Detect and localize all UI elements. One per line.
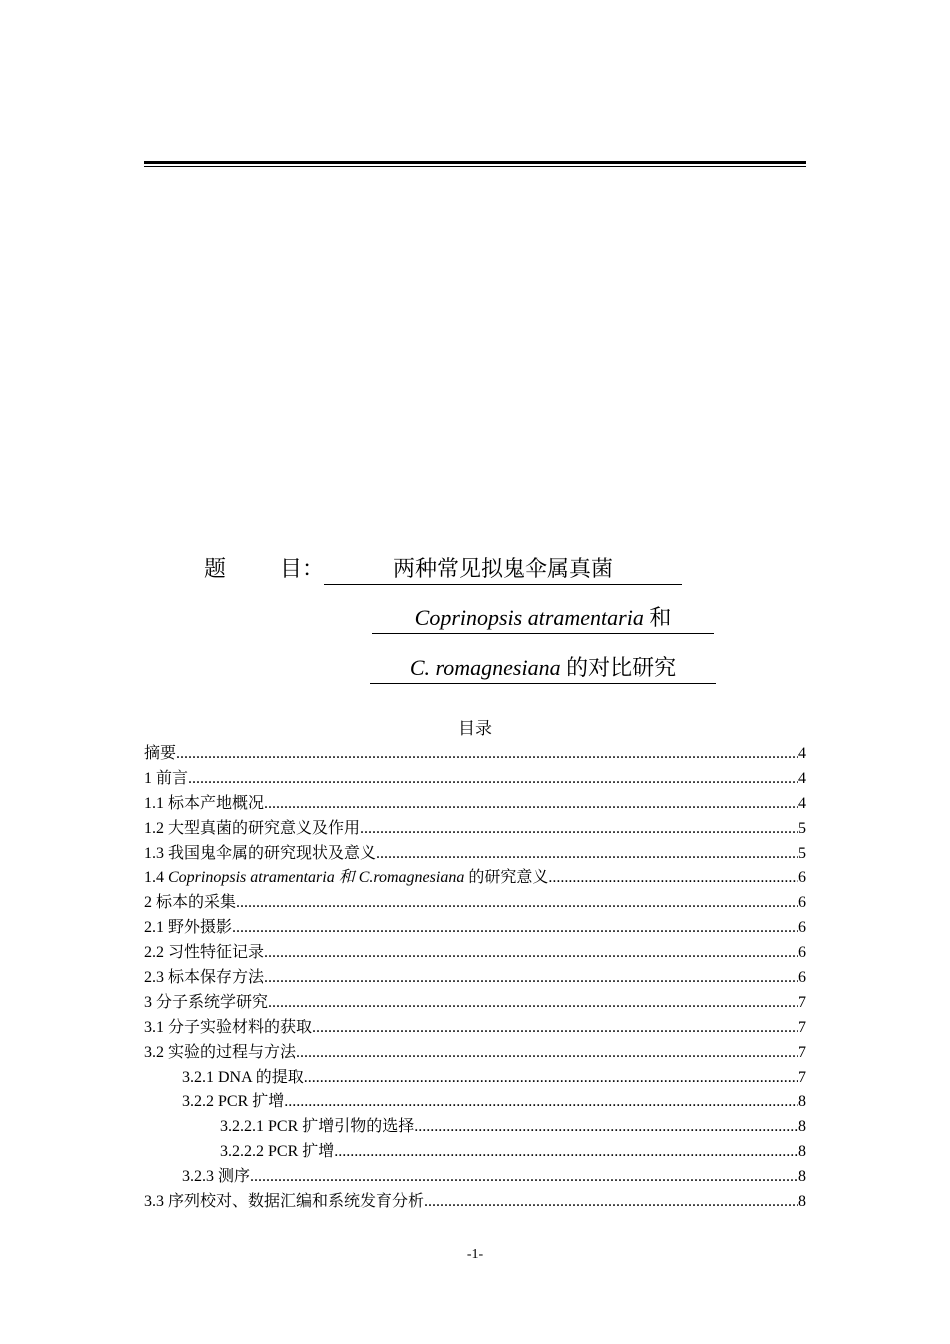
toc-entry[interactable]: 3.2.2.2 PCR 扩增 ..... 8 (144, 1140, 806, 1165)
toc-entry[interactable]: 2.2 习性特征记录 ..... 6 (144, 941, 806, 966)
toc-entry[interactable]: 1.2 大型真菌的研究意义及作用 ..... 5 (144, 817, 806, 842)
species-name-2: C. romagnesiana (409, 655, 561, 680)
toc-entry[interactable]: 3.2.2.1 PCR 扩增引物的选择 ..... 8 (144, 1115, 806, 1140)
toc-entry[interactable]: 1.1 标本产地概况 ..... 4 (144, 792, 806, 817)
toc-entry[interactable]: 3.2 实验的过程与方法 ..... 7 (144, 1041, 806, 1066)
species-name-1: Coprinopsis atramentaria (414, 605, 644, 630)
toc-entry[interactable]: 摘要 ..... 4 (144, 742, 806, 767)
toc-entry[interactable]: 2.1 野外摄影 ..... 6 (144, 916, 806, 941)
title-line-3: C. romagnesiana 的对比研究 (370, 654, 716, 684)
toc-entry[interactable]: 2 标本的采集 ..... 6 (144, 891, 806, 916)
toc-entry[interactable]: 3.2.2 PCR 扩增 ..... 8 (144, 1090, 806, 1115)
header-rule-thin (144, 166, 806, 167)
toc-entry[interactable]: 2.3 标本保存方法 ..... 6 (144, 966, 806, 991)
title-line-2: Coprinopsis atramentaria 和 (372, 604, 714, 634)
header-rule-thick (144, 161, 806, 164)
toc-entry[interactable]: 3.2.1 DNA 的提取 ..... 7 (144, 1066, 806, 1091)
toc-entry[interactable]: 3 分子系统学研究 ..... 7 (144, 991, 806, 1016)
toc-entry[interactable]: 3.3 序列校对、数据汇编和系统发育分析 ..... 8 (144, 1190, 806, 1215)
toc-heading: 目录 (458, 719, 492, 738)
toc-entry[interactable]: 1.3 我国鬼伞属的研究现状及意义 ..... 5 (144, 842, 806, 867)
toc-entry[interactable]: 1.4 Coprinopsis atramentaria 和 C.romagnesiana 的研究意义 ..... 6 (144, 866, 806, 891)
toc-entry[interactable]: 3.2.3 测序 ..... 8 (144, 1165, 806, 1190)
toc-entry[interactable]: 3.1 分子实验材料的获取 ..... 7 (144, 1016, 806, 1041)
title-line-1: 两种常见拟鬼伞属真菌 (324, 555, 682, 585)
toc-entry[interactable]: 1 前言 ..... 4 (144, 767, 806, 792)
title-label: 题 目： (204, 556, 325, 581)
page-number: -1- (466, 1247, 484, 1262)
table-of-contents (144, 742, 806, 1215)
